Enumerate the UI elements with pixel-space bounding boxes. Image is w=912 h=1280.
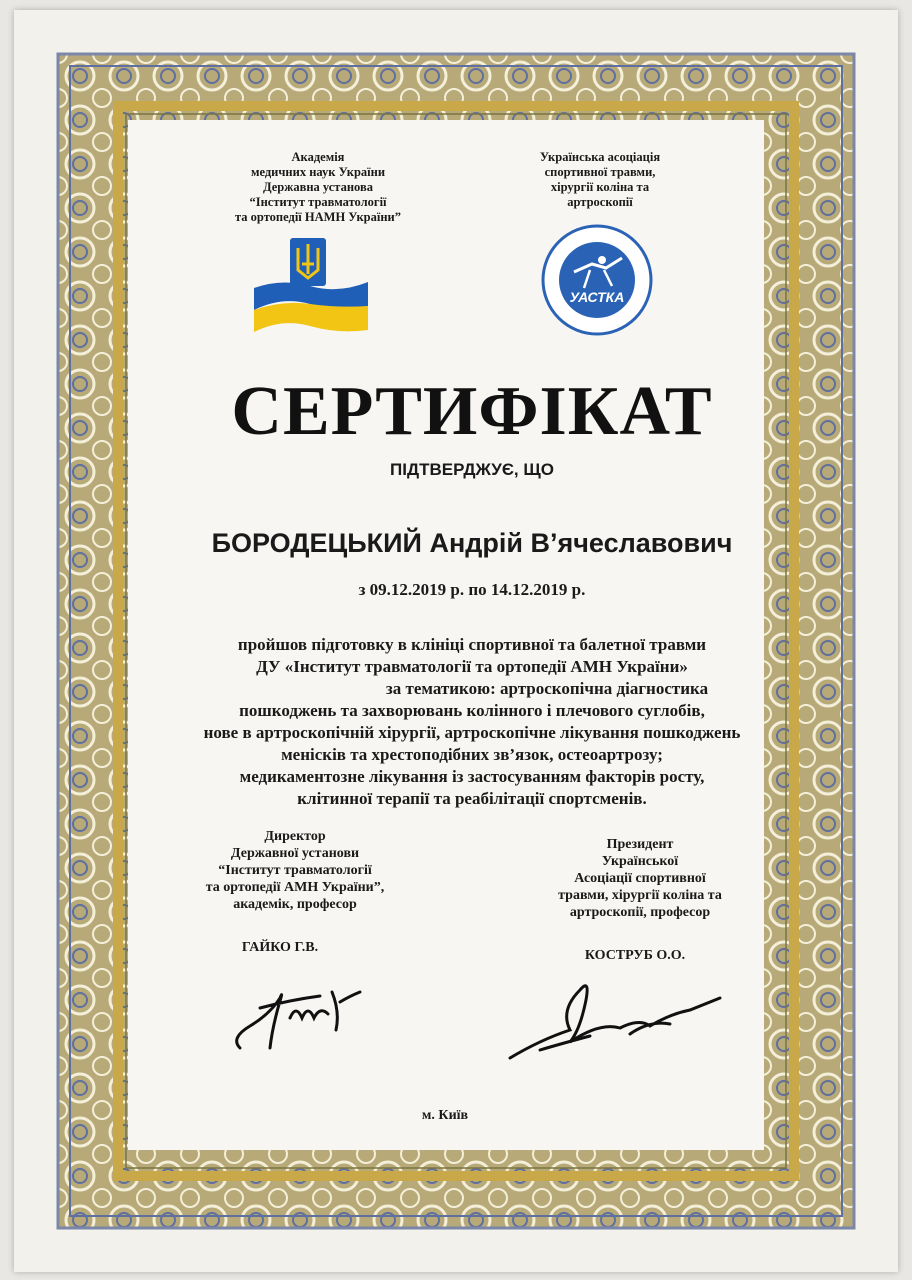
academy-header-line: Державна установа (263, 180, 373, 194)
director-title-line: Директор (264, 829, 326, 844)
uastka-seal (530, 222, 664, 338)
director-title-line: академік, професор (233, 897, 357, 912)
president-title-block (540, 836, 740, 921)
director-title-line: та ортопедії АМН України”, (205, 880, 385, 895)
confirm-subtitle: ПІДТВЕРДЖУЄ, ЩО (390, 460, 554, 479)
description-line: клітинної терапії та реабілітації спортсменів. (297, 789, 647, 808)
association-header-line: Українська асоціація (539, 150, 661, 164)
director-title-line: “Інститут травматології (218, 863, 372, 878)
director-name: ГАЙКО Г.В. (241, 940, 319, 955)
president-name: КОСТРУБ О.О. (584, 948, 686, 963)
president-title-line: травми, хірургії коліна та (558, 888, 722, 903)
association-header-line: артроскопії (567, 195, 633, 209)
training-description (150, 634, 794, 810)
academy-header-line: “Інститут травматології (249, 195, 387, 209)
association-header-line: спортивної травми, (544, 165, 656, 179)
director-title-block (170, 828, 420, 913)
academy-header (200, 150, 436, 225)
director-signature (220, 978, 380, 1058)
training-dates: з 09.12.2019 р. по 14.12.2019 р. (358, 580, 586, 599)
seal-logo-text: УАСТКА (569, 289, 625, 305)
president-title-line: Асоціації спортивної (574, 871, 706, 886)
description-line: нове в артроскопічній хірургії, артроскопічне лікування пошкоджень (203, 723, 741, 742)
recipient-name: БОРОДЕЦЬКИЙ Андрій В’ячеславович (211, 528, 733, 558)
city-label: м. Київ (421, 1108, 469, 1123)
description-line: медикаментозне лікування із застосуванням факторів росту, (239, 767, 705, 786)
president-title-line: артроскопії, професор (569, 905, 711, 920)
academy-header-line: медичних наук України (250, 165, 386, 179)
description-line: за тематикою: артроскопічна діагностика (385, 679, 709, 698)
president-title-line: Президент (606, 837, 674, 852)
certificate-title: СЕРТИФІКАТ (231, 373, 713, 450)
description-line: пошкоджень та захворювань колінного і плечового суглобів, (239, 701, 705, 720)
description-line: пройшов підготовку в клініці спортивної та балетної травми (237, 635, 707, 654)
academy-header-line: Академія (291, 150, 345, 164)
president-title-line: Української (601, 854, 679, 869)
description-line: менісків та хрестоподібних зв’язок, остеоартрозу; (281, 745, 663, 764)
description-line: ДУ «Інститут травматології та ортопедії АМН України» (256, 657, 688, 676)
trident-flag-emblem (252, 234, 368, 334)
director-title-line: Державної установи (230, 846, 360, 861)
academy-header-line: та ортопедії НАМН України” (235, 210, 401, 224)
association-header (500, 150, 700, 210)
president-signature (500, 970, 730, 1065)
association-header-line: хірургії коліна та (550, 180, 650, 194)
